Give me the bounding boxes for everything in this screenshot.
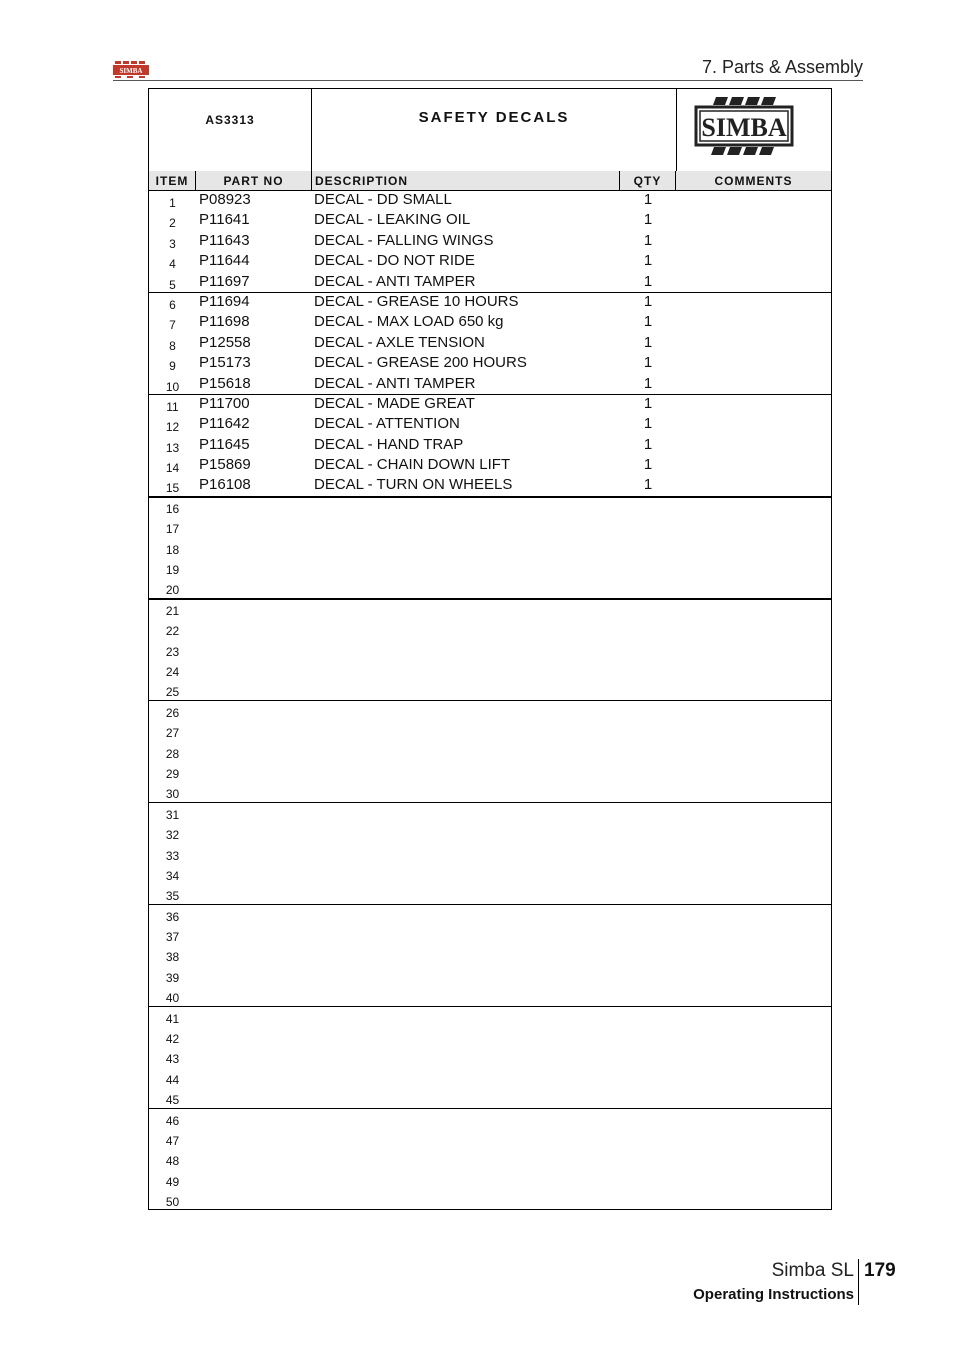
footer-product: Simba SL (771, 1260, 854, 1281)
row-item: 24 (165, 664, 180, 679)
table-row (149, 761, 831, 781)
table-row (149, 1067, 831, 1087)
table-row (149, 537, 831, 557)
row-description: DECAL - CHAIN DOWN LIFT (314, 456, 511, 474)
table-row (149, 985, 831, 1005)
row-item: 43 (165, 1052, 180, 1067)
table-row (149, 904, 831, 924)
table-row (149, 414, 831, 434)
table-row (149, 843, 831, 863)
row-description: DECAL - DD SMALL (314, 191, 452, 208)
simba-logo-small (113, 59, 149, 79)
assembly-code: AS3313 (149, 89, 312, 171)
row-part-no: P11641 (199, 211, 250, 229)
row-item: 29 (165, 766, 180, 781)
row-item: 36 (165, 909, 180, 924)
table-row (149, 944, 831, 964)
row-item: 7 (169, 318, 176, 333)
row-qty: 1 (643, 313, 653, 331)
row-description: DECAL - MADE GREAT (314, 394, 475, 412)
section-title: 7. Parts & Assembly (701, 57, 863, 77)
row-item: 16 (165, 501, 180, 516)
table-row (149, 659, 831, 679)
row-qty: 1 (643, 292, 653, 310)
col-part-no: PART NO (196, 171, 312, 190)
table-row (149, 863, 831, 883)
row-item: 12 (165, 420, 180, 435)
table-row (149, 210, 831, 230)
row-item: 20 (165, 583, 180, 598)
row-part-no: P11645 (199, 435, 250, 453)
row-part-no: P11700 (199, 394, 250, 412)
table-row (149, 1128, 831, 1148)
col-comments: COMMENTS (714, 174, 793, 188)
table-row (149, 333, 831, 353)
row-item: 13 (165, 440, 180, 455)
table-row (149, 1046, 831, 1066)
table-row (149, 1087, 831, 1107)
row-item: 48 (165, 1154, 180, 1169)
row-description: DECAL - GREASE 200 HOURS (314, 354, 527, 372)
row-item: 5 (169, 277, 176, 292)
row-part-no: P15173 (199, 354, 251, 372)
row-item: 10 (165, 379, 180, 394)
table-row (149, 883, 831, 903)
row-item: 32 (165, 828, 180, 843)
row-qty: 1 (643, 415, 653, 433)
row-item: 15 (165, 481, 180, 496)
row-item: 40 (165, 991, 180, 1006)
row-item: 22 (165, 624, 180, 639)
row-qty: 1 (643, 354, 653, 372)
row-item: 34 (165, 868, 180, 883)
table-row (149, 496, 831, 516)
row-qty: 1 (643, 231, 653, 249)
row-item: 6 (169, 297, 176, 312)
row-part-no: P15618 (199, 374, 251, 392)
table-row (149, 292, 831, 312)
row-part-no: P11694 (199, 292, 250, 310)
row-qty: 1 (643, 211, 653, 229)
table-row (149, 1148, 831, 1168)
row-item: 21 (165, 603, 180, 618)
table-row (149, 802, 831, 822)
simba-logo (694, 95, 794, 159)
row-description: DECAL - ATTENTION (314, 415, 460, 433)
row-item: 41 (165, 1011, 180, 1026)
col-qty: QTY (620, 171, 676, 190)
table-row (149, 924, 831, 944)
row-item: 11 (166, 399, 179, 414)
table-row (149, 639, 831, 659)
row-item: 25 (165, 685, 180, 700)
table-row (149, 1169, 831, 1189)
row-part-no: P11644 (199, 252, 250, 270)
row-description: DECAL - TURN ON WHEELS (314, 476, 513, 494)
row-part-no: P08923 (199, 191, 251, 208)
row-item: 49 (165, 1174, 180, 1189)
row-item: 19 (165, 563, 180, 578)
table-row (149, 312, 831, 332)
row-part-no: P11697 (199, 272, 250, 290)
table-row (149, 475, 831, 495)
row-qty: 1 (643, 252, 653, 270)
row-item: 23 (165, 644, 180, 659)
row-item: 37 (165, 930, 180, 945)
table-row (149, 557, 831, 577)
row-description: DECAL - FALLING WINGS (314, 231, 494, 249)
table-row (149, 1026, 831, 1046)
row-item: 39 (165, 970, 180, 985)
row-item: 26 (165, 705, 180, 720)
table-row (149, 190, 831, 210)
row-item: 14 (165, 461, 180, 476)
row-qty: 1 (643, 435, 653, 453)
row-qty: 1 (643, 333, 653, 351)
row-item: 35 (165, 889, 180, 904)
row-part-no: P11642 (199, 415, 250, 433)
column-header (149, 171, 831, 191)
row-qty: 1 (643, 374, 653, 392)
row-item: 9 (169, 359, 176, 374)
row-item: 17 (165, 522, 180, 537)
parts-rows (149, 190, 831, 1210)
table-row (149, 598, 831, 618)
table-row (149, 965, 831, 985)
row-description: DECAL - ANTI TAMPER (314, 272, 476, 290)
row-item: 46 (165, 1113, 180, 1128)
row-description: DECAL - DO NOT RIDE (314, 252, 475, 270)
row-description: DECAL - HAND TRAP (314, 435, 464, 453)
row-qty: 1 (643, 394, 653, 412)
row-description: DECAL - AXLE TENSION (314, 333, 485, 351)
header-divider (113, 80, 863, 81)
sheet-title: SAFETY DECALS (312, 89, 677, 171)
row-item: 38 (165, 950, 180, 965)
table-row (149, 741, 831, 761)
row-item: 45 (165, 1093, 180, 1108)
table-row (149, 1006, 831, 1026)
col-description: DESCRIPTION (312, 171, 620, 190)
row-item: 44 (165, 1072, 180, 1087)
logo-text: SIMBA (701, 113, 787, 142)
row-item: 42 (165, 1032, 180, 1047)
row-qty: 1 (643, 191, 653, 208)
table-row (149, 577, 831, 597)
footer-subtitle: Operating Instructions (693, 1286, 854, 1303)
row-part-no: P11698 (199, 313, 250, 331)
row-item: 1 (169, 196, 176, 210)
table-row (149, 374, 831, 394)
table-row (149, 394, 831, 414)
row-item: 4 (169, 257, 176, 272)
logo-small-text: SIMBA (119, 67, 143, 75)
row-item: 8 (169, 338, 176, 353)
table-row (149, 700, 831, 720)
row-item: 31 (165, 807, 180, 822)
row-item: 3 (169, 236, 176, 251)
col-item: ITEM (149, 171, 196, 190)
table-row (149, 231, 831, 251)
table-row (149, 353, 831, 373)
table-row (149, 1108, 831, 1128)
table-row (149, 781, 831, 801)
row-part-no: P16108 (199, 476, 251, 494)
row-description: DECAL - GREASE 10 HOURS (314, 292, 519, 310)
footer-divider (858, 1259, 859, 1305)
row-item: 47 (165, 1133, 180, 1148)
row-description: DECAL - MAX LOAD 650 kg (314, 313, 504, 331)
table-row (149, 516, 831, 536)
table-row (149, 679, 831, 699)
table-row (149, 822, 831, 842)
row-qty: 1 (643, 476, 653, 494)
table-row (149, 251, 831, 271)
row-item: 33 (165, 848, 180, 863)
table-row (149, 435, 831, 455)
table-row (149, 455, 831, 475)
row-part-no: P15869 (199, 456, 251, 474)
row-qty: 1 (643, 272, 653, 290)
row-part-no: P12558 (199, 333, 251, 351)
table-row (149, 720, 831, 740)
row-item: 27 (165, 726, 180, 741)
table-row (149, 618, 831, 638)
row-item: 18 (165, 542, 180, 557)
row-item: 28 (165, 746, 180, 761)
row-part-no: P11643 (199, 231, 250, 249)
row-item: 50 (165, 1195, 180, 1210)
row-qty: 1 (643, 456, 653, 474)
row-item: 2 (169, 216, 176, 231)
row-description: DECAL - LEAKING OIL (314, 211, 471, 229)
parts-sheet (148, 88, 832, 1210)
row-item: 30 (165, 787, 180, 802)
title-block (149, 89, 831, 172)
table-row (149, 1189, 831, 1209)
table-row (149, 272, 831, 292)
page-number: 179 (864, 1260, 896, 1281)
row-description: DECAL - ANTI TAMPER (314, 374, 476, 392)
